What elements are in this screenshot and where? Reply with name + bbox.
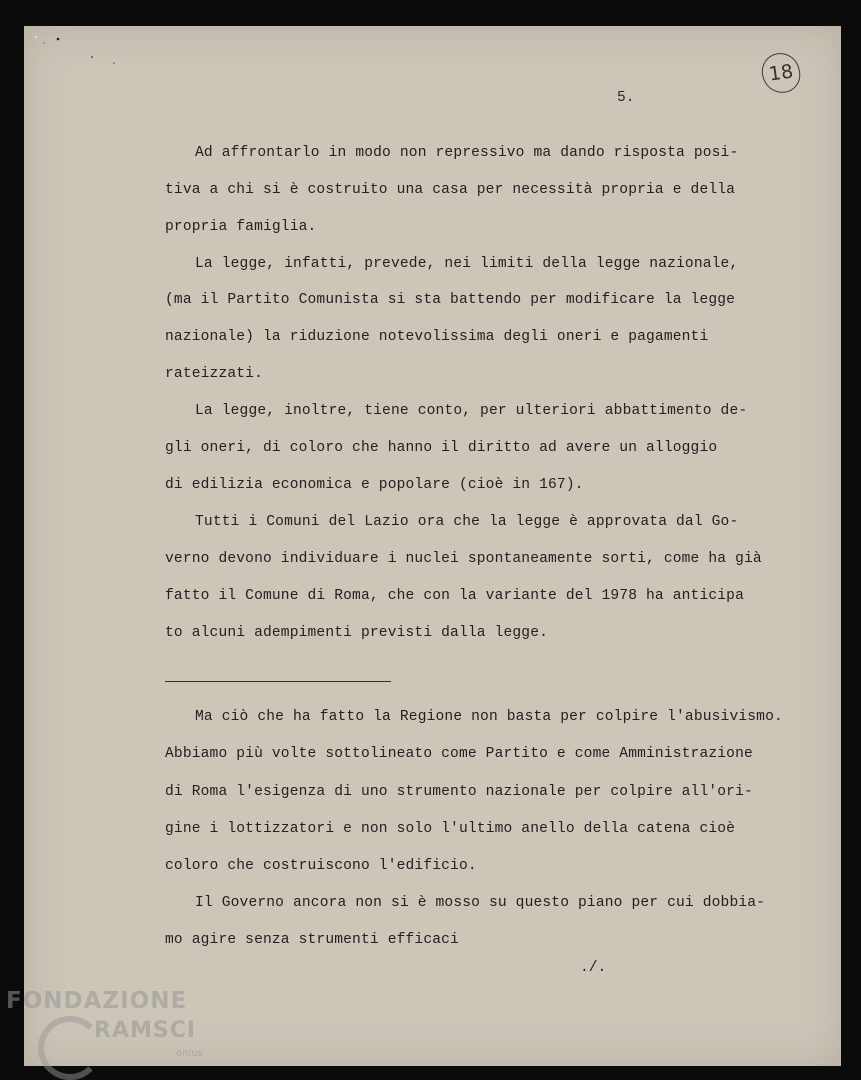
text-line: nazionale) la riduzione notevolissima degli oneri e pagamenti <box>165 329 709 345</box>
watermark-suffix: onlus <box>176 1048 203 1059</box>
continuation-mark: ./. <box>580 960 607 976</box>
text-line: Ad affrontarlo in modo non repressivo ma dando risposta posi- <box>195 145 739 161</box>
page-number: 5. <box>617 90 635 106</box>
text-line: mo agire senza strumenti efficaci <box>165 932 459 948</box>
text-line: Tutti i Comuni del Lazio ora che la legge è approvata dal Go- <box>195 514 739 530</box>
watermark-line2: RAMSCI <box>94 1018 197 1043</box>
text-line: propria famiglia. <box>165 219 317 235</box>
paper-specks <box>34 33 124 73</box>
text-line: fatto il Comune di Roma, che con la variante del 1978 ha anticipa <box>165 588 744 604</box>
text-line: gli oneri, di coloro che hanno il diritto ad avere un alloggio <box>165 440 718 456</box>
watermark-line1: FONDAZIONE <box>6 988 188 1014</box>
text-line: Abbiamo più volte sottolineato come Partito e come Amministrazione <box>165 746 753 762</box>
text-line: La legge, inoltre, tiene conto, per ulteriori abbattimento de- <box>195 403 748 419</box>
text-line: Il Governo ancora non si è mosso su questo piano per cui dobbia- <box>195 895 766 911</box>
archive-number-mark: 18 <box>759 51 802 96</box>
text-line: tiva a chi si è costruito una casa per necessità propria e della <box>165 182 736 198</box>
watermark-g-logo-icon <box>38 1016 102 1080</box>
text-line: di edilizia economica e popolare (cioè in 167). <box>165 477 584 493</box>
fondazione-gramsci-watermark <box>6 988 221 1078</box>
text-line: (ma il Partito Comunista si sta battendo per modificare la legge <box>165 292 736 308</box>
text-line: di Roma l'esigenza di uno strumento nazionale per colpire all'ori- <box>165 784 753 800</box>
text-line: rateizzati. <box>165 366 263 382</box>
text-line: to alcuni adempimenti previsti dalla legge. <box>165 625 549 641</box>
text-line: La legge, infatti, prevede, nei limiti della legge nazionale, <box>195 256 739 272</box>
text-line: Ma ciò che ha fatto la Regione non basta per colpire l'abusivismo. <box>195 709 783 725</box>
text-line: gine i lottizzatori e non solo l'ultimo anello della catena cioè <box>165 821 736 837</box>
text-line: coloro che costruiscono l'edificio. <box>165 858 477 874</box>
separator-rule <box>165 681 391 682</box>
text-line: verno devono individuare i nuclei spontaneamente sorti, come ha già <box>165 551 762 567</box>
